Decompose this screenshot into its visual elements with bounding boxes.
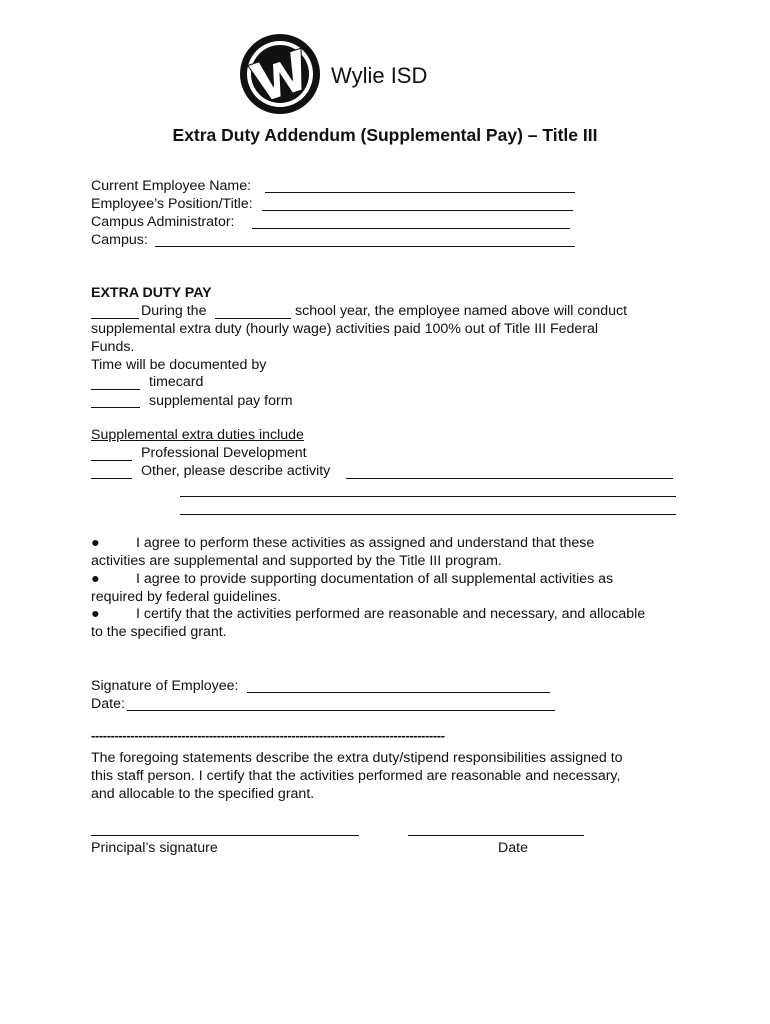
agreement-1-line2: activities are supplemental and supported by the Title III program. — [91, 553, 502, 569]
employee-date-field[interactable] — [127, 710, 555, 711]
agreement-bullet-3: ● — [91, 606, 100, 622]
agreement-1-line1: I agree to perform these activities as assigned and understand that these — [136, 535, 595, 551]
duties-heading: Supplemental extra duties include — [91, 427, 304, 443]
pd-check-field[interactable] — [91, 460, 132, 461]
extra-duty-sentence-line2: supplemental extra duty (hourly wage) activities paid 100% out of Title III Federal — [91, 321, 599, 337]
timecard-option-label: timecard — [149, 374, 204, 390]
wylie-isd-logo — [238, 32, 322, 116]
extra-duty-sentence: school year, the employee named above will conduct — [295, 303, 628, 319]
campus-administrator-label: Campus Administrator: — [91, 214, 235, 230]
principal-statement-line2: this staff person. I certify that the activities performed are reasonable and necessary, — [91, 768, 621, 784]
extra-duty-heading: EXTRA DUTY PAY — [91, 285, 212, 301]
school-year-field[interactable] — [215, 318, 291, 319]
agreement-bullet-2: ● — [91, 571, 100, 587]
employee-name-field[interactable] — [265, 192, 575, 193]
document-title: Extra Duty Addendum (Supplemental Pay) – Title III — [172, 125, 598, 145]
agreement-2-line1: I agree to provide supporting documentation of all supplemental activities as — [136, 571, 614, 587]
employee-position-field[interactable] — [262, 210, 573, 211]
time-documented-text: Time will be documented by — [91, 357, 267, 373]
other-description-field-line2[interactable] — [180, 496, 676, 497]
agreement-3-line2: to the specified grant. — [91, 624, 227, 640]
employee-signature-field[interactable] — [247, 692, 550, 693]
other-check-field[interactable] — [91, 478, 132, 479]
campus-label: Campus: — [91, 232, 148, 248]
other-option-label: Other, please describe activity — [141, 463, 331, 479]
other-description-field-line3[interactable] — [180, 514, 676, 515]
extra-duty-initial-field[interactable] — [91, 318, 139, 319]
employee-position-label: Employee’s Position/Title: — [91, 196, 253, 212]
principal-signature-field[interactable] — [91, 835, 359, 836]
employee-signature-label: Signature of Employee: — [91, 678, 239, 694]
other-description-field[interactable] — [346, 478, 673, 479]
pay-form-check-field[interactable] — [91, 407, 140, 408]
campus-administrator-field[interactable] — [252, 228, 570, 229]
timecard-check-field[interactable] — [91, 389, 140, 390]
employee-name-label: Current Employee Name: — [91, 178, 252, 194]
during-the-text: During the — [141, 303, 207, 319]
agreement-bullet-1: ● — [91, 535, 100, 551]
extra-duty-sentence-line3: Funds. — [91, 339, 135, 355]
principal-signature-label: Principal’s signature — [91, 840, 218, 856]
pd-option-label: Professional Development — [141, 445, 307, 461]
employee-date-label: Date: — [91, 696, 125, 712]
agreement-3-line1: I certify that the activities performed are reasonable and necessary, and allocable — [136, 606, 646, 622]
campus-field[interactable] — [155, 246, 575, 247]
principal-statement-line3: and allocable to the specified grant. — [91, 786, 315, 802]
agreement-2-line2: required by federal guidelines. — [91, 589, 282, 605]
principal-date-label: Date — [498, 840, 528, 856]
section-separator: ------------------------------------------------------------------------------------------ — [91, 728, 445, 743]
principal-date-field[interactable] — [408, 835, 584, 836]
pay-form-option-label: supplemental pay form — [149, 393, 293, 409]
principal-statement-line1: The foregoing statements describe the extra duty/stipend responsibilities assigned to — [91, 750, 623, 766]
organization-name: Wylie ISD — [331, 63, 428, 88]
